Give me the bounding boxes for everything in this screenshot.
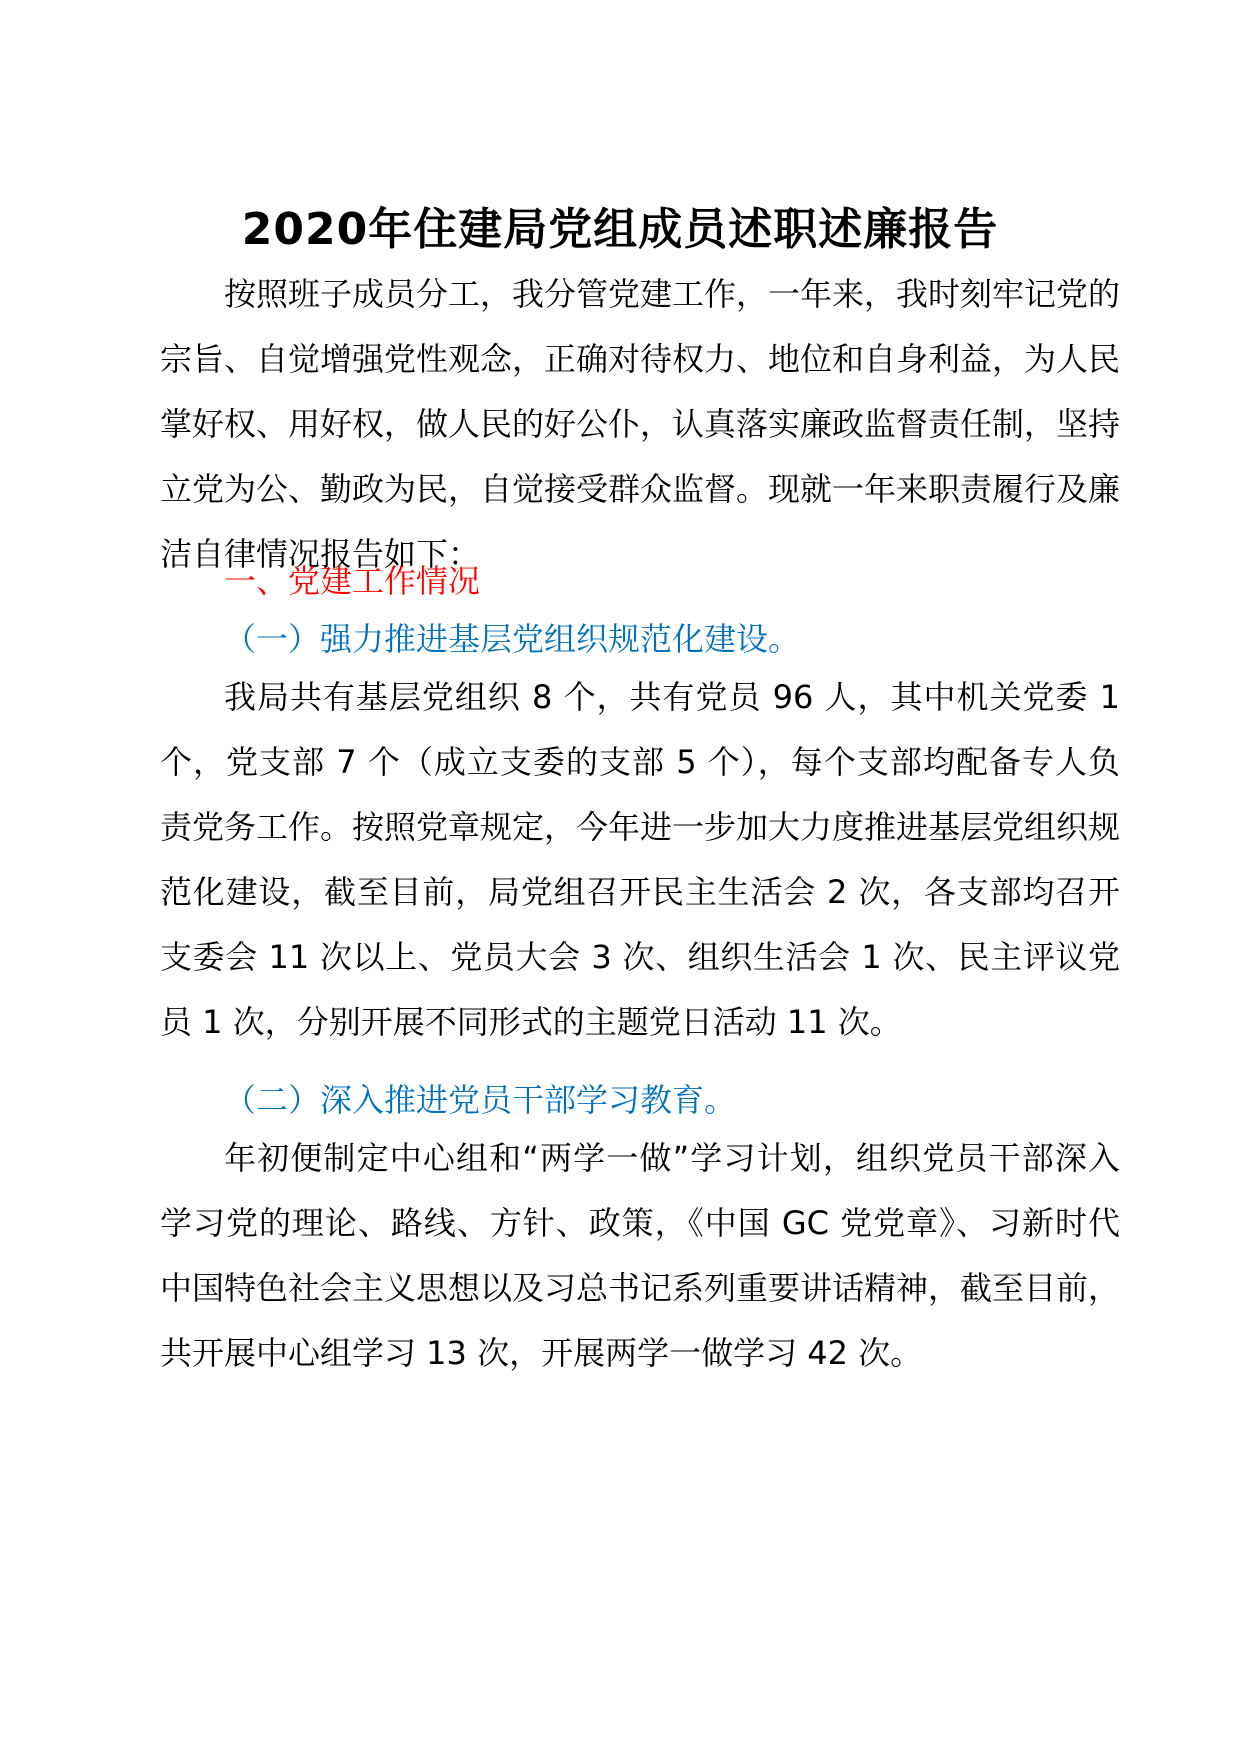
intro-paragraph: 按照班子成员分工，我分管党建工作，一年来，我时刻牢记党的宗旨、自觉增强党性观念，正确对待权力、地位和自身利益，为人民掌好权、用好权，做人民的好公仆，认真落实廉政监督责任制，坚持立党为公、勤政为民，自觉接受群众监督。现就一年来职责履行及廉洁自律情况报告如下： (160, 275, 1121, 573)
subsection-1-paragraph: 我局共有基层党组织 8 个，共有党员 96 人，其中机关党委 1 个，党支部 7 个（成立支委的支部 5 个），每个支部均配备专人负责党务工作。按照党章规定，今年进一步加大力度推进基层党组织规范化建设，截至目前，局党组召开民主生活会 2 次，各支部均召开支委会 11 次以上、党员大会 3 次、组织生活会 1 次、民主评议党员 1 次，分别开展不同形式的主题党日活动 11 次。 (160, 678, 1121, 1041)
subsection-heading-2: （二）深入推进党员干部学习教育。 (224, 1081, 737, 1119)
subsection-heading-1: （一）强力推进基层党组织规范化建设。 (224, 620, 801, 658)
document-title: 2020年住建局党组成员述职述廉报告 (241, 204, 999, 255)
section-heading-party-building: 一、党建工作情况 (224, 562, 481, 600)
subsection-2-paragraph: 年初便制定中心组和“两学一做”学习计划，组织党员干部深入学习党的理论、路线、方针、政策，《中国 GC 党党章》、习新时代中国特色社会主义思想以及习总书记系列重要讲话精神，截至目前，共开展中心组学习 13 次，开展两学一做学习 42 次。 (160, 1139, 1121, 1372)
